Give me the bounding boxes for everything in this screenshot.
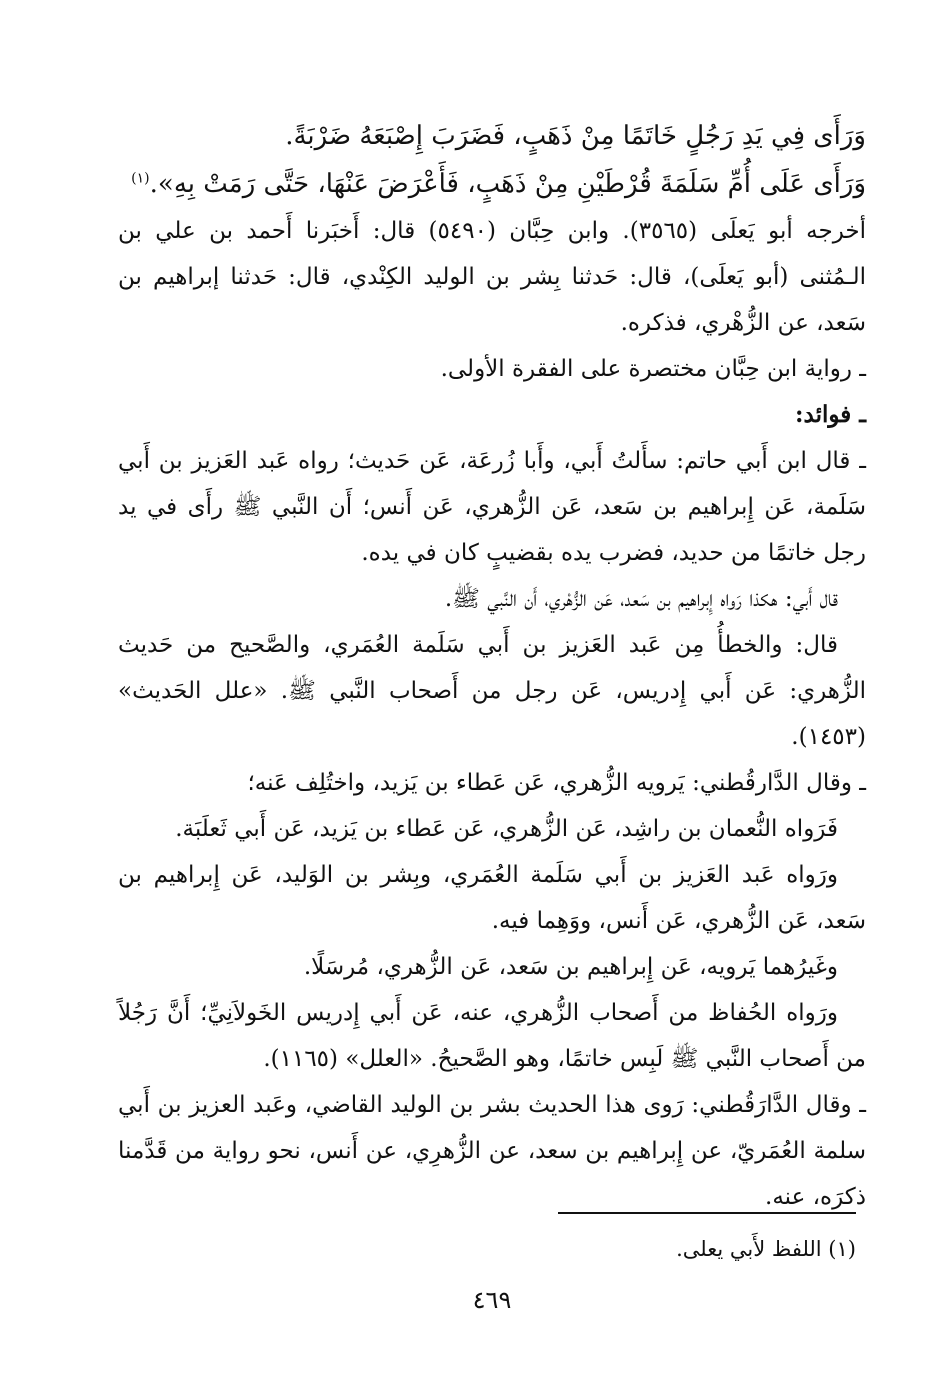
takhrij-paragraph: أخرجه أبو يَعلَى (٣٥٦٥). وابن حِبَّان (٥٤٩٠) قال: أَخبَرنا أَحمد بن علي بن الـمُثنى (أبو يَعلَى)، قال: حَدثنا بِشر بن الوليد الكِنْدي، قال: حَدثنا إبراهيم بن سَعد، عن الزُّهْري، فذكره. [118, 218, 866, 336]
abi-said-paragraph: قال أَبي: هكذا رَواه إِبراهيم بن سَعد، عَن الزُّهْري، أَن النَّبي ﷺ. [444, 586, 838, 612]
hadith-line-2: وَرَأَى عَلَى أُمِّ سَلَمَةَ قُرْطَيْنِ مِنْ ذَهَبٍ، فَأَعْرَضَ عَنْهَا، حَتَّى رَمَتْ بِهِ».$^{(١)}$ [131, 169, 866, 199]
ibn-hibban-note: ـ رواية ابن حِبَّان مختصرة على الفقرة الأولى. [440, 356, 866, 382]
document-page [118, 112, 866, 1362]
section-heading-fawaid: ـ فوائد: [795, 401, 866, 428]
daraqutni-paragraph-1: ـ وقال الدَّارقُطني: يَرويه الزُّهري، عَن عَطاء بن يَزيد، واختُلِف عَنه؛ [247, 770, 866, 796]
ibn-abi-hatim-paragraph: ـ قال ابن أَبي حاتم: سأَلتُ أَبي، وأَبا زُرعَة، عَن حَديث؛ رواه عَبد العَزيز بن أَبي سَلَمة، عَن إِبراهيم بن سَعد، عَن الزُّهري، عَن أَنس؛ أَن النَّبي ﷺ رأَى في يد رجل خاتمًا من حديد، فضرب يده بقضيبٍ كان في يده. [118, 448, 866, 566]
main-text [118, 112, 866, 1220]
error-paragraph: قال: والخطأُ مِن عَبد العَزيز بن أَبي سَلَمة العُمَري، والصَّحيح من حَديث الزُّهري: عَن أَبي إِدريس، عَن رجل من أَصحاب النَّبي ﷺ. «علل الحَديث» (١٤٥٣). [118, 632, 866, 750]
page-number: ٤٦٩ [472, 1286, 512, 1314]
footnote-divider [558, 1212, 856, 1214]
footnote-reference[interactable]: (١) [131, 170, 150, 187]
huffaz-paragraph: ورَواه الحُفاظ من أَصحاب الزُّهري، عنه، عَن أَبي إِدريس الخَولاَنِيِّ؛ أَنَّ رَجُلاً من أَصحاب النَّبي ﷺ لَبِس خاتمًا، وهو الصَّحيحُ. «العلل» (١١٦٥). [118, 1000, 866, 1072]
numan-paragraph: فَرَواه النُّعمان بن راشِد، عَن الزُّهري، عَن عَطاء بن يَزيد، عَن أَبي ثَعلَبَة. [175, 816, 838, 842]
others-paragraph: وغَيرُهما يَرويه، عَن إِبراهيم بن سَعد، عَن الزُّهري، مُرسَلًا. [303, 954, 838, 980]
hadith-line-1: وَرَأَى فِي يَدِ رَجُلٍ خَاتَمًا مِنْ ذَهَبٍ، فَضَرَبَ إِصْبَعَهُ ضَرْبَةً. [285, 121, 866, 151]
daraqutni-paragraph-2: ـ وقال الدَّارَقُطني: رَوى هذا الحديث بشر بن الوليد القاضي، وعَبد العزيز بن أَبي سلمة العُمَريّ، عن إِبراهيم بن سعد، عن الزُّهرِي، عن أَنس، نحو رواية من قَدَّمنا ذكرَه، عنه. [118, 1092, 866, 1210]
footnote: (١) اللفظ لأَبي يعلى. [676, 1237, 856, 1261]
abdulaziz-paragraph: ورَواه عَبد العَزيز بن أَبي سَلَمة العُمَري، وبِشر بن الوَليد، عَن إِبراهيم بن سَعد، عَن الزُّهري، عَن أَنس، ووَهِما فيه. [118, 862, 866, 934]
